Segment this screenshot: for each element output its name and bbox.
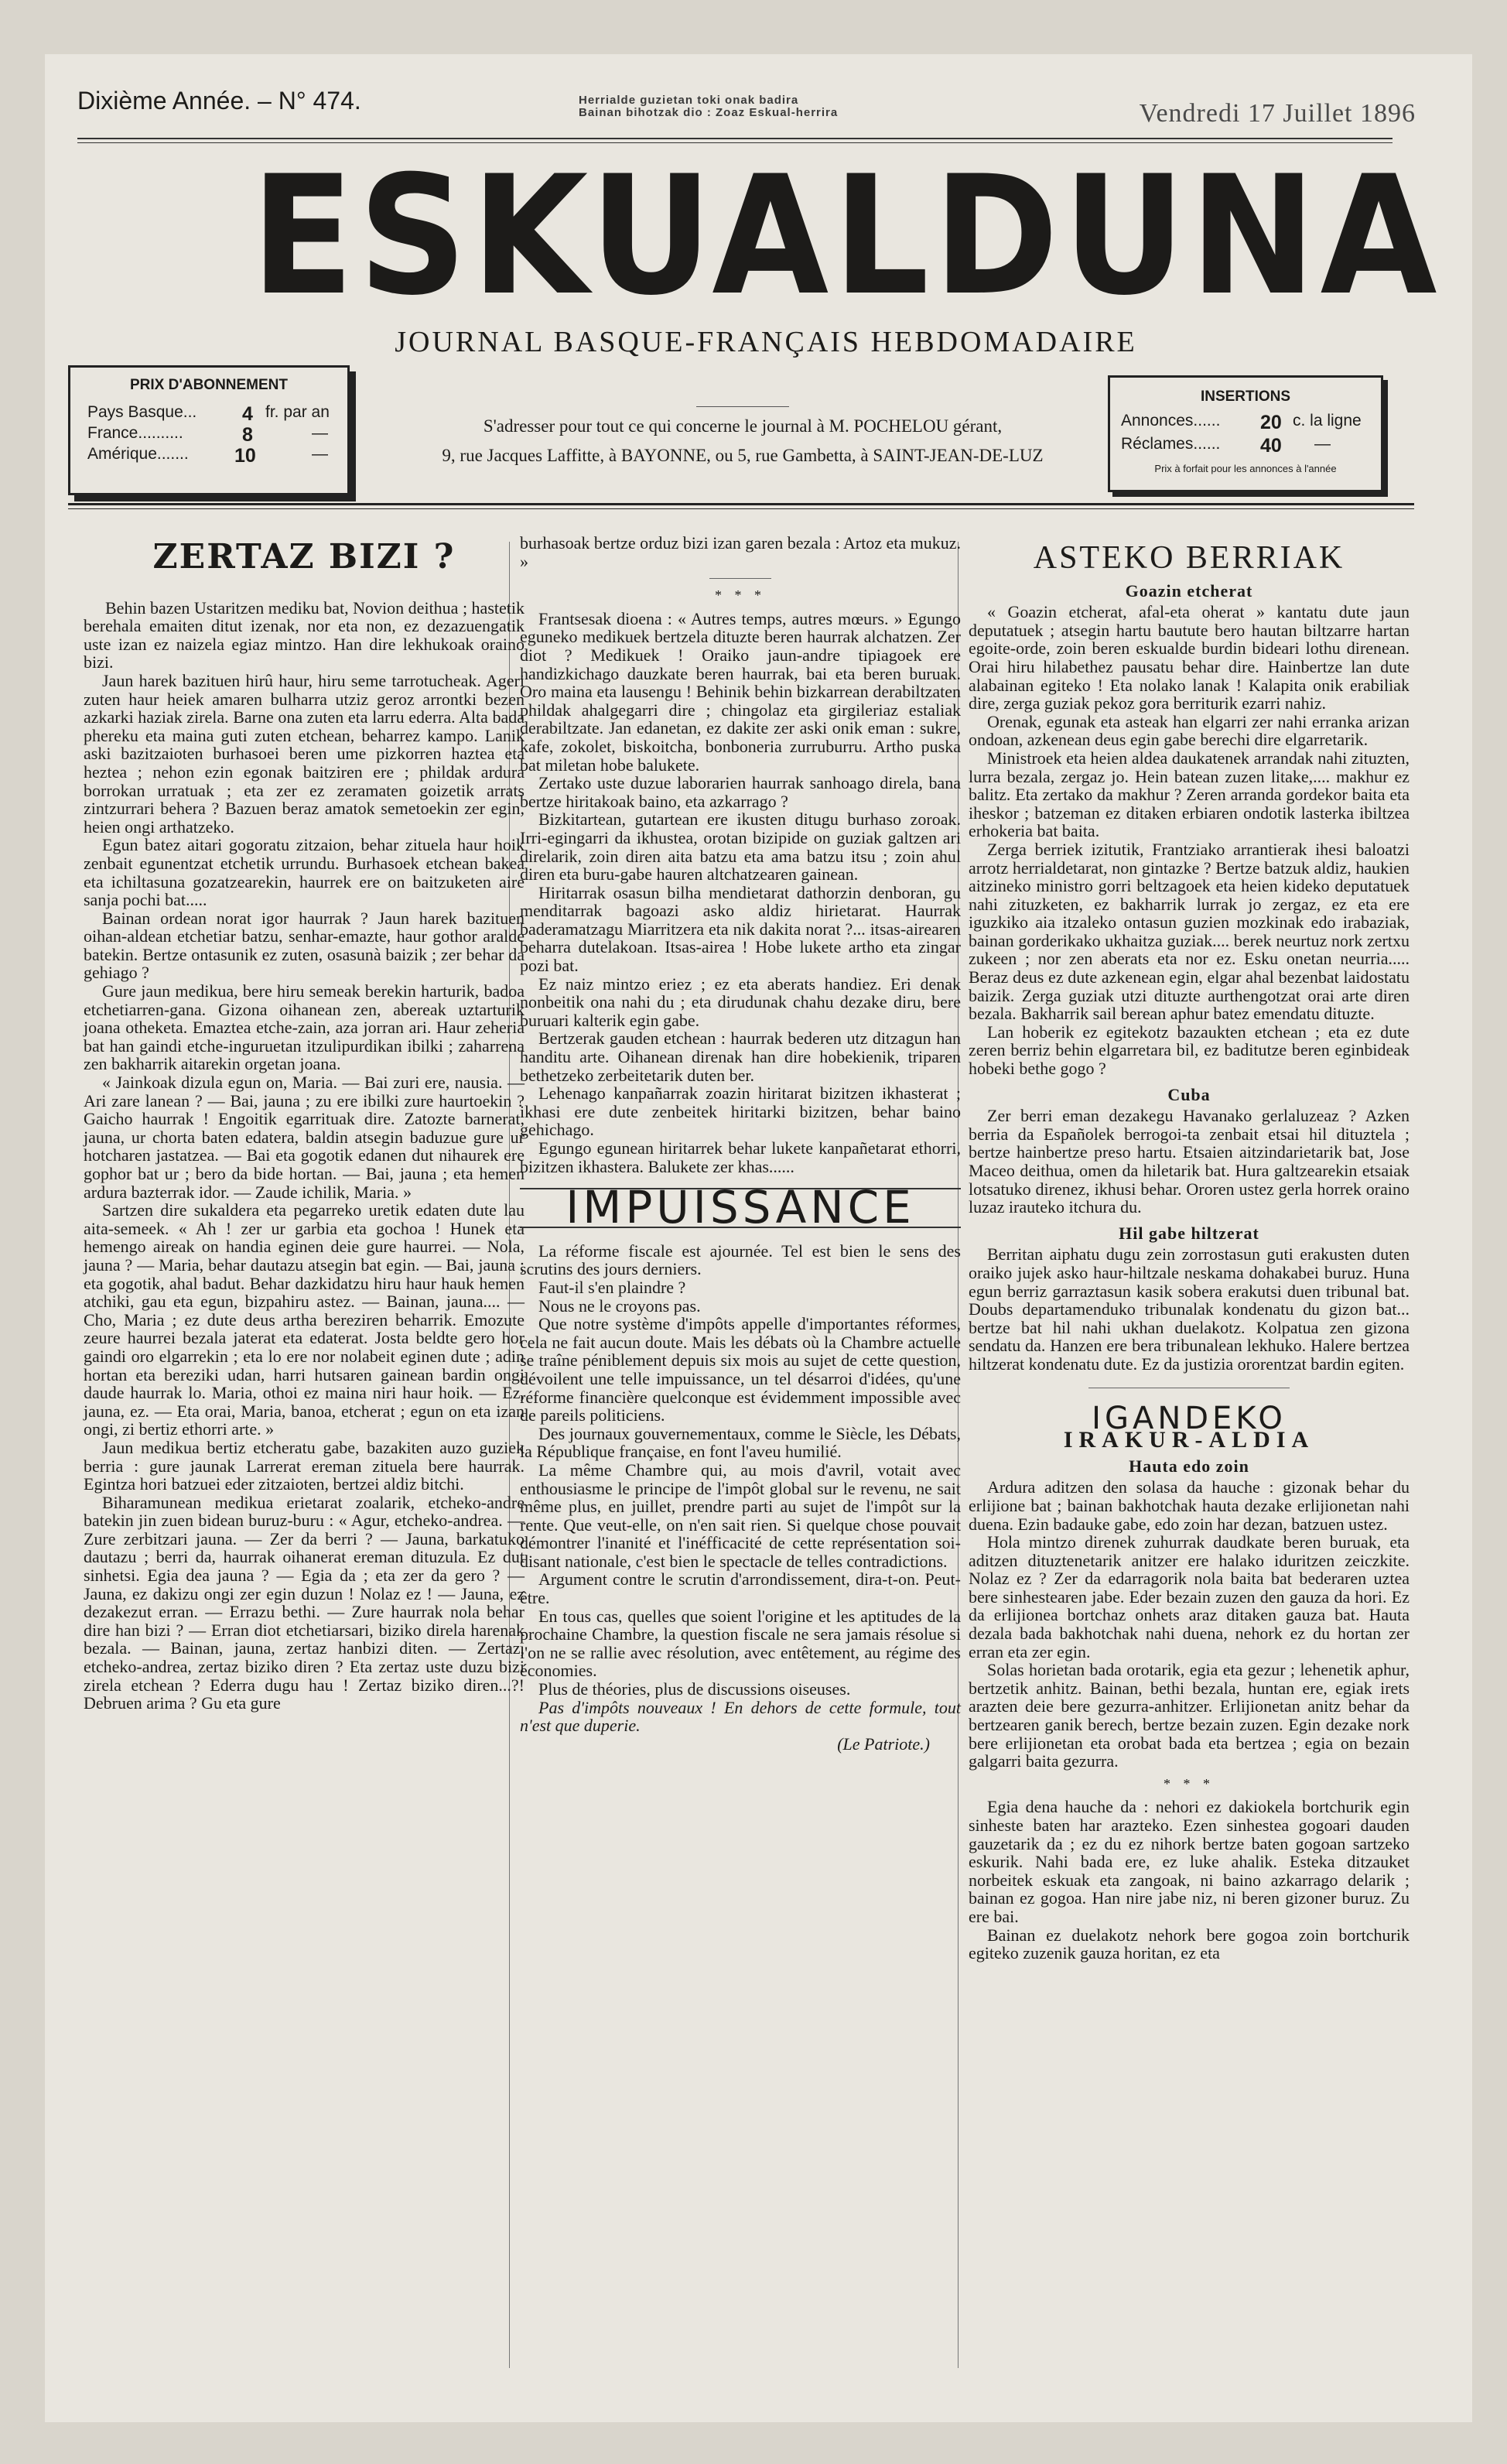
paragraph: Zerga berriek izitutik, Frantziako arrantierak ihesi baloatzi arrotz herrialdetarat, non gintazke ? Bertze batzuk aldiz, haukien aitzineko ministro gorri beltzagoek eta heien kideko deputatuek nahi zituzketen, ez bakharrik lurrak jo zergaz, ez eta ere iguzkiko aia itzaleko ontasun guzien mozkinak edo irabaziak, bainan gorderikako ukhaitza guziak.... berek neurtuz nork zertxu zukeen ; nor zen aberats eta nor ez. Esku onetan neurria..... Beraz deus ez dute azkenean egin, elgar ahal bezenbat laidostatu baizik. Zerga guziak utzi dituzte aurthengotzat orai arte diren bezala. Bakharrik sail berean aphur batez emendatu dituzte. bbox=[969, 839, 1410, 1024]
masthead-topline bbox=[77, 87, 1416, 128]
paragraph: Gure jaun medikua, bere hiru semeak berekin harturik, badoa etchetiarren-gana. Gizona oihanean zen, abereak uztarturik joana otheketa. Emaztea etche-zain, aza jorran ari. Haur zeheria bat han gaindi etche-inguruetan itzulipurdikan ibilki ; zaharrena zen bakharrik aitarekin orgetan joana. bbox=[84, 981, 525, 1074]
motto bbox=[579, 94, 838, 119]
column-1 bbox=[84, 534, 525, 1713]
paragraph: Bizkitartean, gutartean ere ikusten ditugu burhaso zoroak. Irri-egingarri da ikhustea, orotan bizipide on guziak galtzen ari direlarik, zoin diren aita batzu eta ama batzu itsu ; zoin ahul diren eta buru-gabe hauren altchatzearen gainean. bbox=[520, 809, 961, 885]
insertions-footer: Prix à forfait pour les annonces à l'année bbox=[1154, 463, 1337, 474]
paragraph: « Jainkoak dizula egun on, Maria. — Bai zuri ere, nausia. — Ari zare lanean ? — Bai, jauna ; zu ere ibilki zure haurtoekin ? Gaicho haurrak ! Engoitik egarrituak dire. Zatozte barnerat, jauna, ur chorta baten edatera, baldin atsegin baduzue gure ur hotcharen jastatzea. — Bai eta gogotik edanen dut nihaurek ere gophor bat ur ; bero da bide hortan. — Bai, jauna ; eta hemen ardura bazterrak idor. — Zaude ichilik, Maria. » bbox=[84, 1073, 525, 1202]
subscription-unit: — bbox=[312, 424, 328, 442]
article-title: IMPUISSANCE bbox=[520, 1188, 961, 1228]
paragraph: Lehenago kanpañarrak zoazin hiritarat bizitzen ikhasterat ; ikhasi ere dute zenbeitek hiritarki bizitzen, behar baino gehichago. bbox=[520, 1083, 961, 1140]
subscription-label: Amérique....... bbox=[87, 445, 189, 463]
section-dash bbox=[709, 578, 771, 579]
insertions-unit: c. la ligne bbox=[1293, 412, 1362, 429]
paragraph: Lan hoberik ez egitekotz bazaukten etchean ; eta ez dute zeren berriz behin elgarretara bil, ez baditutze beren eginbideak hobeki bethe gogo ? bbox=[969, 1022, 1410, 1079]
subscription-row bbox=[87, 445, 347, 466]
paragraph: Egun batez aitari gogoratu zitzaion, behar zituela haur hoik zenbait egunentzat etchetik urrundu. Burhasoek etchean bakea eta ichiltasuna gozatzearekin, haurrek ere on baitzuketen aire sanja pochi bat..... bbox=[84, 835, 525, 910]
insertions-heading: INSERTIONS bbox=[1200, 388, 1291, 405]
contact-line: 9, rue Jacques Laffitte, à BAYONNE, ou 5, rue Gambetta, à SAINT-JEAN-DE-LUZ bbox=[442, 446, 1044, 465]
newspaper-title: ESKUALDUNA bbox=[251, 140, 1442, 331]
contact-info bbox=[364, 406, 1122, 471]
paragraph: Nous ne le croyons pas. bbox=[538, 1295, 701, 1316]
subsection-title: Hil gabe hiltzerat bbox=[1119, 1223, 1259, 1243]
issue-date: Vendredi 17 Juillet 1896 bbox=[1139, 99, 1416, 128]
subsection-title: Hauta edo zoin bbox=[1129, 1456, 1249, 1476]
subscription-row bbox=[87, 424, 347, 445]
paragraph: Ez naiz mintzo eriez ; ez eta aberats handiez. Eri denak nonbeitik ona nahi du ; eta dirudunak chahu dezake diru, bere buruari kalterik egin gabe. bbox=[520, 974, 961, 1030]
insertions-price: 20 bbox=[1260, 412, 1282, 433]
paragraph: La même Chambre qui, au mois d'avril, votait avec enthousiasme le principe de l'impôt global sur le revenu, ne sait même plus, en juillet, prendre parti au sujet de l'impôt sur la rente. Que veut-elle, on n'en sait rien. Si quelque chose pouvait démontrer l'inanité et l'inéfficacité de cette représentation soi-disant nationale, c'est bien le spectacle de telles contradictions. bbox=[520, 1460, 961, 1571]
article-source: (Le Patriote.) bbox=[837, 1733, 930, 1754]
subscription-heading: PRIX D'ABONNEMENT bbox=[129, 377, 289, 393]
subscription-unit: — bbox=[312, 445, 328, 463]
paragraph: Sartzen dire sukaldera eta pegarreko uretik edaten dute lau aita-semeek. « Ah ! zer ur garbia eta gochoa ! Hunek eta hemengo aireak on handia eginen deie gure haurrei. — Nola, jauna ? — Maria, behar dautazu atsegin bat egin. — Bai, jauna ; eta gogotik, ahal badut. Behar dazkidatzu hiru haur hauk hemen atchiki, gau eta egun, bizpahiru astez. — Bainan, jauna.... — Cho, Maria ; ez dute deus artha bereziren beharrik. Emozute zeure haurrei bezala jaterat eta edaterat. Josta beldte gero hor gaindi oro elgarrekin ; eta lo ere nor nolabeit eginen dute ; adin hortan eta bereziki udan, harri hutsaren gainean bardin ongi daude haurrak lo. Maria, othoi ez maina niri haur hoik. — Ez, jauna, ez. — Eta orai, Maria, banoa, etcherat ; egun on eta izan ongi, zi bertiz ethorri arte. » bbox=[84, 1200, 525, 1439]
column-2 bbox=[520, 534, 961, 1753]
insertions-box bbox=[1108, 375, 1383, 492]
paragraph: Solas horietan bada orotarik, egia eta gezur ; lehenetik aphur, bertzetik anhitz. Bainan, bethi bezala, huntan ere, egiak irets arazten deie bere gezurra-anhitzer. Erlijionetan anitz behar da bertzearen ganik berech, bertze bezain zuzen. Egin dezake nork bere erlijionetan eta orobat bada eta bertzea ; egia on bezain galgarri baita gezurra. bbox=[969, 1660, 1410, 1771]
paragraph: Orenak, egunak eta asteak han elgarri zer nahi erranka arizan ondoan, azkenean deus egin gabe berechi dire elgarretarik. bbox=[969, 711, 1410, 750]
paragraph: Jaun harek bazituen hirû haur, hiru seme tarrotucheak. Ageri zuten haur heiek amaren bulharra utziz geroz arrontki bezen azkarki haziak zirela. Barne ona zuten eta larru ederra. Alta bada phereku eta maina guti zuten etchean, beharrez kampo. Lanik aski bazitzaioten burhasoei beren ume pizkorren haztea eta heztea ; nehon ezin egonak baitziren ere ; phildak ardura borrokan urratuak ; eta zer ez zeramaten goizetik arrats zintzurrari behera ? Bazuen beraz amatok semetoekin zer egin, heien ongi arthatzeko. bbox=[84, 670, 525, 837]
subscription-box bbox=[68, 365, 350, 495]
asterism: * * * bbox=[1164, 1775, 1215, 1792]
edition-number: Dixième Année. – N° 474. bbox=[77, 87, 361, 115]
insertions-unit: — bbox=[1314, 435, 1331, 453]
paragraph: En tous cas, quelles que soient l'origine et les aptitudes de la prochaine Chambre, la question fiscale ne sera jamais résolue si l'on ne se rallie avec résolution, avec entêtement, au régime des économies. bbox=[520, 1606, 961, 1681]
subscription-price: 4 bbox=[242, 403, 253, 425]
paragraph: Plus de théories, plus de discussions oiseuses. bbox=[538, 1679, 851, 1699]
article-title: ZERTAZ BIZI ? bbox=[152, 537, 456, 577]
subscription-price: 8 bbox=[242, 424, 253, 446]
section-title: IGANDEKO bbox=[1092, 1400, 1287, 1436]
section-title: ASTEKO BERRIAK bbox=[1033, 540, 1345, 576]
insertions-label: Réclames...... bbox=[1121, 435, 1221, 453]
insertions-row bbox=[1121, 435, 1381, 458]
paragraph: Bainan ez duelakotz nehork bere gogoa zoin bortchurik egiteko zuzenik gauza horitan, ez eta bbox=[969, 1925, 1410, 1963]
paragraph: Bainan ordean norat igor haurrak ? Jaun harek bazituen oihan-aldean etchetiar batzu, senhar-emazte, haur gothor aralde batekin. Bertze ontasunik ez zuten, osasunà baizik ; zer behar da gehiago ? bbox=[84, 908, 525, 983]
contact-line: S'adresser pour tout ce qui concerne le journal à M. POCHELOU gérant, bbox=[483, 416, 1003, 436]
ornament-rule bbox=[696, 406, 789, 407]
subsection-title: Cuba bbox=[1167, 1084, 1211, 1104]
motto-line: Bainan bihotzak dio : Zoaz Eskual-herrira bbox=[579, 106, 839, 119]
subscription-label: Pays Basque... bbox=[87, 403, 197, 421]
asterism: * * * bbox=[715, 587, 766, 604]
insertions-price: 40 bbox=[1260, 435, 1282, 457]
paragraph: Behin bazen Ustaritzen mediku bat, Novion deithua ; hastetik berehala emaiten ditut izenak, nor eta non, ez dezazuengatik uste izan ez naizela egiaz mintzo. Han dire lekhukoak oraino bizi. bbox=[84, 597, 525, 672]
paragraph: Des journaux gouvernementaux, comme le Siècle, les Débats, la République française, en font l'aveu humilié. bbox=[520, 1423, 961, 1462]
paragraph: Egia dena hauche da : nehori ez dakiokela bortchurik egin sinheste baten har arazteko. Ezen sinhestea gogoari dauden gauzetarik da ; ez du ez nihork bertze baten gogoan sartzeko eskurik. Nahi bada ere, ez luke ahalik. Esteka ditzauket norbeitek eskuak eta zangoak, ni baino azkarrago delarik ; bainan ez gogoa. Han nire jabe niz, ni beren gizoner buruz. Zu ere bai. bbox=[969, 1797, 1410, 1926]
header-rule bbox=[68, 503, 1414, 505]
newspaper-subtitle: JOURNAL BASQUE-FRANÇAIS HEBDOMADAIRE bbox=[395, 326, 1137, 358]
top-rule bbox=[77, 138, 1393, 139]
paragraph: La réforme fiscale est ajournée. Tel est bien le sens des scrutins des jours derniers. bbox=[520, 1241, 961, 1279]
paragraph: Jaun medikua bertiz etcheratu gabe, bazakiten auzo guziek berria : gure jaunak Larrerat ereman zituela bere haurrak. Egintza hori batzuei eder zitzaioten, bertzei aldiz bitchi. bbox=[84, 1437, 525, 1494]
paragraph: Bertzerak gauden etchean : haurrak bederen utz ditzagun han handitu arte. Oihanean direnak han dire hobekienik, triparen bethetzeko zerbeitetarik duten ber. bbox=[520, 1028, 961, 1085]
paragraph: burhasoak bertze orduz bizi izan garen bezala : Artoz eta mukuz. » bbox=[520, 533, 961, 571]
paragraph: Ministroek eta heien aldea daukatenek arrandak nahi zituzten, lurra bezala, zergaz jo. Hein batean zuzen litake,.... makhur ez balitz. Eta zertako da makhur ? Zeren arranda gordekor baita eta iheskor ; batzeman ez ditaken erbiaren ondotik lasterka ibiltzea erhokeria bat baita. bbox=[969, 748, 1410, 841]
paragraph: Faut-il s'en plaindre ? bbox=[538, 1277, 686, 1297]
subsection-title: Goazin etcherat bbox=[1125, 580, 1253, 601]
paragraph: Frantsesak dioena : « Autres temps, autres mœurs. » Egungo eguneko medikuek bertzela dituzte beren haurrak alchatzen. Zer diot ? Medikuek ! Oraiko jaun-andre tipiagoek ere handizkichago dauzkate beren haurrak, bai eta beren buruak. Oro maina eta lausengu ! Behinik behin bizkarrean derabiltzaten phildak ahalgegarri dire ; chingolaz eta girgileriaz estaliak derabiltzate. Jan edanetan, ez dakite zer aski onik eman : sukre, kafe, zokolet, biskoitcha, bonboneria zurruburru. Artho puska bat miletan hobe balukete. bbox=[520, 608, 961, 775]
paragraph: Zertako uste duzue laborarien haurrak sanhoago direla, bana bertze hiritakoak baino, eta azkarrago ? bbox=[520, 773, 961, 811]
paragraph: Egungo egunean hiritarrek behar lukete kanpañetarat ethorri, bizitzen ikhastera. Balukete zer khas...... bbox=[520, 1138, 961, 1176]
paragraph: Ardura aditzen den solasa da hauche : gizonak behar du erlijione bat ; bainan bakhotchak hauta dezake erlijionetan nahi duena. Ezin badauke gabe, edo zoin har dezan, batzuen ustez. bbox=[969, 1477, 1410, 1534]
paragraph: Berritan aiphatu dugu zein zorrostasun guti erakusten duten oraiko jujek asko haur-hiltzale neskama dohakabei buruz. Huna egun berriz garraztasun kasik sobera erakutsi duen tribunal bat. Doubs departamenduko tribunalak kondenatu du gizon bat... bertze bat hil nahi ukhan duelakotz. Kolpatua zen gizona sendatu da. Hanzen ere bera tribunalean lekhuko. Halere bertzea hiltzerat kondenatu dute. Ez da justizia ororentzat bardin egiten. bbox=[969, 1244, 1410, 1374]
insertions-row bbox=[1121, 412, 1381, 435]
paragraph: Argument contre le scrutin d'arrondissement, dira-t-on. Peut-être. bbox=[520, 1569, 961, 1608]
paragraph: « Goazin etcherat, afal-eta oherat » kantatu dute jaun deputatuek ; atsegin hartu bautute bero hautan biltzarre hartan egoite-orde, zoin beren eskualde burdin bideari lothu direnean. Orai hiru hilabethez pausatu behar dire. Hainbertze lan dute alabainan egiteko ! Eta nolako lanak ! Kalapita onik erabiliak dire, zerga guziak pekoz gora berriturik ezarri nahiz. bbox=[969, 602, 1410, 714]
subscription-row bbox=[87, 403, 347, 424]
paragraph: Biharamunean medikua erietarat zoalarik, etcheko-andre batekin jin zuen bidean buruz-buru : « Agur, etcheko-andrea. — Zure zerbitzari jauna. — Zer da berri ? — Jauna, barkatuko dautazu ; berri da, haurrak oihanerat ereman dituzula. Ez dut sinhetsi. Egia dea jauna ? — Egia da ; eta zer da gero ? — Jauna, ez dakizu ongi zer egin duzun ! Nolaz ez ! — Jauna, ez dezakezut erran. — Errazu bethi. — Zure haurrak nola behar dire han bizi ? — Erran diot etchetiarsari, biziko direla harenak bezala. — Bainan, jauna, zertaz hanbizi diten. — Zertaz, etcheko-andrea, zertaz biziko diren ? Eta zertaz uste duzu bizi zirela etchean ? Ederra dugu hau ! Zertaz biziko diren...?! Debruen arima ? Gu eta gure bbox=[84, 1492, 525, 1713]
subscription-unit: fr. par an bbox=[265, 403, 330, 421]
section-subtitle: IRAKUR-ALDIA bbox=[1063, 1427, 1315, 1453]
paragraph: Hola mintzo direnek zuhurrak daudkate beren buruak, eta aditzen dituztenetarik anitzer ere halako iduritzen zeiczkite. Nolaz ez ? Zer da edarragorik nola baita bat bederaren uztea bere sinhestearen jabe. Eder bezain zuzen den gauza da hori. Ez da erlijionea bortchaz onhets araz ditaken gauza bat. Hauta dezala bada bakhotchak nahi duena, nehork ez du hortan zer erran eta zer egin. bbox=[969, 1532, 1410, 1661]
paragraph: Zer berri eman dezakegu Havanako gerlaluzeaz ? Azken berria da Españolek berrogoi-ta zenbait etsai hil dituztela ; bertze hainbertze preso hartu. Etsaien aitzindarietarik bat, Jose Maceo deithua, omen da hiletarik bat. Hura galtzearekin etsaiak lotsatuko direnez, ikhusi behar. Ororen ustez gerla horrek oraino luzaz irauteko itchura du. bbox=[969, 1106, 1410, 1217]
subscription-price: 10 bbox=[234, 445, 256, 467]
motto-line: Herrialde guzietan toki onak badira bbox=[579, 94, 799, 107]
paragraph: Pas d'impôts nouveaux ! En dehors de cette formule, tout n'est que duperie. bbox=[520, 1697, 961, 1736]
column-3 bbox=[969, 534, 1410, 1963]
paragraph: Hiritarrak osasun bilha mendietarat dathorzin denboran, gu menditarrak bagoazi asko aldiz hirietarat. Haurrak baderamatzagu Miarritzera eta nik dakita norat ?... itsas-airearen beharra dutelakoan. Itsas-airea ! Hobe lukete artho eta zingar pozi bat. bbox=[520, 882, 961, 976]
insertions-label: Annonces...... bbox=[1121, 412, 1221, 429]
header-rule-thin bbox=[68, 508, 1414, 509]
subscription-label: France.......... bbox=[87, 424, 183, 442]
paragraph: Que notre système d'impôts appelle d'importantes réformes, cela ne fait aucun doute. Mais les débats où la Chambre actuelle se traîne péniblement depuis six mois au sujet de cette question, dévoilent une telle impuissance, un tel désarroi d'idées, qu'une réforme financière quelconque est évidemment impossible avec de pareils politiciens. bbox=[520, 1314, 961, 1425]
